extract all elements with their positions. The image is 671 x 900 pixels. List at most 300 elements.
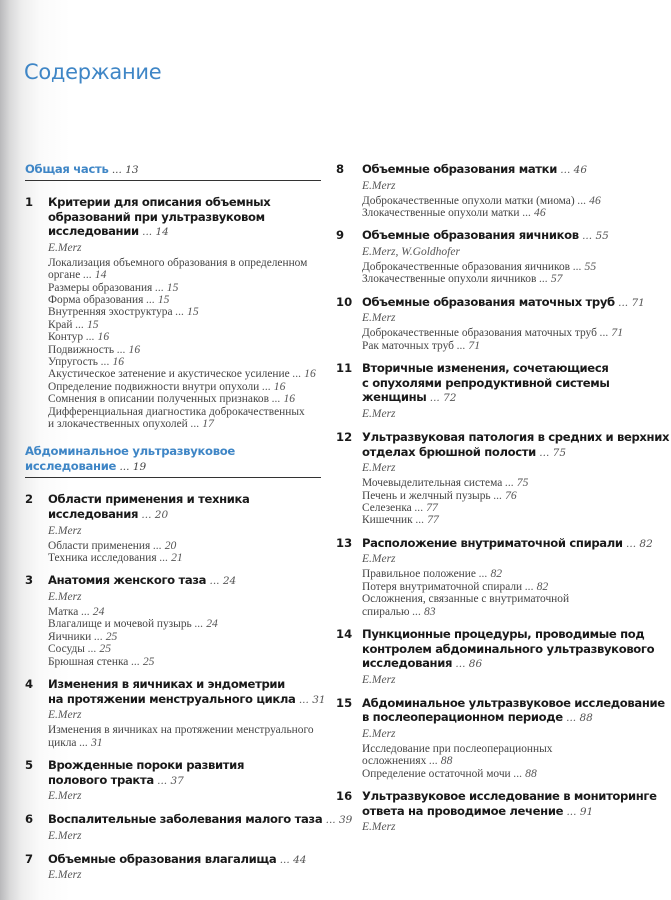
- subitem-line: [362, 593, 646, 605]
- toc-chapter: [25, 852, 321, 883]
- chapter-author: E.Merz: [48, 829, 82, 842]
- ellipsis: ...: [522, 579, 537, 593]
- page-number: [570, 260, 596, 273]
- page-number: [276, 854, 306, 866]
- subitem-line: [362, 195, 646, 207]
- chapter-number: 11: [336, 361, 353, 376]
- toc-chapter: [336, 695, 665, 780]
- toc-section-heading[interactable]: [25, 162, 321, 181]
- chapter-title-link[interactable]: [362, 228, 646, 244]
- page-number-value: 16: [112, 355, 125, 369]
- chapter-title-line: [48, 573, 321, 589]
- chapter-title-link[interactable]: [48, 852, 321, 868]
- ellipsis: ...: [409, 604, 424, 618]
- toc-chapter: [336, 789, 657, 834]
- chapter-number: 6: [25, 812, 34, 827]
- chapter-author: E.Merz: [362, 312, 396, 325]
- chapter-title-line: [48, 210, 321, 225]
- chapter-title-link[interactable]: [362, 430, 670, 460]
- chapter-author: E.Merz: [48, 591, 82, 604]
- page-number-value: 39: [339, 814, 353, 827]
- page-number: [128, 655, 154, 668]
- page-number: [410, 605, 436, 618]
- chapter-title-line-text: Воспалительные заболевания малого таза: [48, 812, 323, 827]
- toc-subitem-link[interactable]: [362, 568, 646, 580]
- chapter-title-line-text: Расположение внутриматочной спирали: [362, 535, 623, 550]
- subitem-line: [48, 540, 321, 552]
- chapter-number: 3: [25, 573, 34, 588]
- chapter-title-line-text: Объемные образования матки: [362, 162, 557, 176]
- ellipsis: ...: [411, 501, 427, 514]
- chapter-title-line: [48, 758, 321, 773]
- ellipsis: ...: [153, 774, 171, 787]
- page-number: [597, 326, 623, 339]
- subitem-line-text: Доброкачественные образования яичников: [362, 261, 571, 273]
- subitem-line: [362, 327, 646, 339]
- ellipsis: ...: [91, 629, 106, 643]
- toc-subitem-link[interactable]: [362, 581, 646, 593]
- toc-subitem-link[interactable]: [48, 724, 321, 749]
- chapter-number: 2: [25, 492, 34, 507]
- chapter-title-link[interactable]: [362, 789, 657, 819]
- chapter-author: E.Merz: [48, 869, 82, 882]
- page-number-value: 15: [86, 317, 99, 331]
- page-number-value: 25: [142, 654, 155, 668]
- subitem-line-text: Мочевыделительная система: [362, 477, 503, 490]
- chapter-title-line-text: Критерии для описания объемных: [48, 195, 271, 209]
- page-number: [502, 476, 528, 489]
- page-number: [152, 281, 178, 294]
- ellipsis: ...: [426, 392, 444, 405]
- subitem-line-text: Рак маточных труб: [362, 339, 454, 352]
- chapter-title-line: [362, 228, 646, 244]
- subitem-line-text: Размеры образования: [48, 281, 153, 294]
- page-number-value: 37: [170, 774, 184, 787]
- subitem-line-text: Дифференциальная диагностика доброкачественных: [48, 405, 305, 418]
- chapter-title-link[interactable]: [48, 812, 353, 828]
- ellipsis: ...: [150, 538, 165, 552]
- chapter-author: E.Merz: [362, 179, 396, 192]
- chapter-title-line-text: Абдоминальное ультразвуковое исследование: [362, 695, 665, 710]
- subitem-line-text: Контур: [48, 331, 84, 344]
- subitem-line-text: Подвижность: [48, 343, 115, 356]
- subitem-line: [362, 207, 646, 219]
- chapter-title-line-text: Ультразвуковая патология в средних и верхних: [362, 430, 670, 444]
- page-number: [413, 513, 439, 526]
- page-number: [154, 775, 184, 787]
- chapter-title-link[interactable]: [362, 361, 646, 406]
- toc-chapter: [336, 361, 646, 421]
- page-number: [520, 206, 546, 219]
- subitem-line-text: Определение остаточной мочи: [362, 767, 511, 780]
- subitem-line: [48, 406, 321, 418]
- subitem-line: [362, 273, 646, 285]
- chapter-author: E.Merz: [362, 673, 396, 686]
- page-number-value: 20: [154, 509, 169, 522]
- ellipsis: ...: [191, 617, 207, 631]
- page-number: [91, 630, 117, 643]
- page-number-value: 16: [283, 392, 296, 406]
- ellipsis: ...: [570, 260, 585, 273]
- ellipsis: ...: [276, 853, 294, 866]
- chapter-author: E.Merz: [48, 524, 82, 537]
- chapter-title-line: [362, 390, 646, 406]
- subitem-line-text: Доброкачественные опухоли матки (миома): [362, 194, 575, 207]
- chapter-title-link[interactable]: [362, 295, 646, 311]
- chapter-number: 12: [336, 430, 353, 444]
- subitem-line-text: Печень и желчный пузырь: [362, 489, 491, 502]
- chapter-title-line-text: Объемные образования яичников: [362, 228, 579, 243]
- page-number-value: 15: [166, 280, 179, 294]
- page-number: [188, 417, 214, 430]
- toc-chapter: [336, 162, 646, 219]
- page-number-value: 14: [155, 226, 169, 239]
- chapter-title-line: [48, 492, 321, 507]
- toc-chapter: [336, 228, 646, 285]
- page-number: [78, 605, 104, 618]
- page-number-value: 16: [304, 367, 316, 381]
- page-number-value: 82: [639, 537, 653, 550]
- toc-subitem-link[interactable]: [362, 490, 646, 502]
- page-number: [108, 164, 138, 176]
- subitem-line: [362, 606, 646, 618]
- ellipsis: ...: [206, 575, 223, 588]
- chapter-number: 15: [336, 695, 353, 710]
- page-number-value: 20: [164, 538, 177, 552]
- toc-subitem-link[interactable]: [362, 207, 646, 219]
- section-title-line: [25, 459, 321, 475]
- subitem-line-text: Осложнения, связанные с внутриматочной: [362, 593, 570, 606]
- ellipsis: ...: [172, 305, 188, 319]
- chapter-number: 13: [336, 535, 353, 550]
- ellipsis: ...: [574, 193, 590, 207]
- toc-subitem-link[interactable]: [362, 327, 646, 339]
- page-number-value: 24: [222, 575, 237, 588]
- subitem-line-text: Локализация объемного образования в определенном: [48, 256, 308, 269]
- toc-subitem-link[interactable]: [362, 273, 646, 285]
- subitem-line: [48, 344, 321, 356]
- chapter-title-line-text: в послеоперационном периоде: [362, 710, 563, 725]
- page-number-value: 46: [589, 193, 601, 207]
- subitem-line-text: Брюшная стенка: [48, 655, 129, 668]
- chapter-title-line: [362, 376, 646, 391]
- ellipsis: ...: [80, 268, 95, 282]
- page-number-value: 31: [90, 735, 103, 749]
- page-number: [85, 642, 111, 655]
- ellipsis: ...: [138, 509, 155, 522]
- chapter-title-line: [362, 430, 670, 445]
- ellipsis: ...: [412, 513, 428, 527]
- page-number-value: 72: [443, 392, 457, 405]
- subitem-line-text: Изменения в яичниках на протяжении менструального: [48, 724, 314, 737]
- page-number-value: 76: [505, 488, 517, 502]
- subitem-line: [362, 768, 646, 780]
- page-number-value: 14: [94, 268, 107, 282]
- chapter-title-line-text: Анатомия женского таза: [48, 573, 207, 588]
- page-number: [615, 297, 645, 309]
- ellipsis: ...: [322, 814, 339, 827]
- page-number: [114, 343, 140, 356]
- ellipsis: ...: [128, 654, 143, 668]
- ellipsis: ...: [562, 712, 580, 725]
- toc-chapter: [25, 195, 321, 430]
- ellipsis: ...: [143, 293, 158, 306]
- toc-subitem-link[interactable]: [48, 356, 321, 368]
- toc-subitem-link[interactable]: [48, 257, 321, 282]
- chapter-title-link[interactable]: [48, 195, 321, 240]
- subitem-line: [48, 737, 321, 749]
- page-number-value: 77: [427, 513, 439, 527]
- page-number-value: 88: [579, 712, 593, 725]
- subitem-line: [48, 552, 321, 564]
- page-number-value: 16: [97, 330, 110, 344]
- ellipsis: ...: [563, 805, 580, 818]
- chapter-number: 5: [25, 758, 34, 773]
- toc-subitem-link[interactable]: [48, 656, 321, 668]
- page-number: [72, 318, 98, 331]
- page-number: [206, 575, 236, 587]
- page-number: [412, 501, 438, 514]
- chapter-title-line-text: с опухолями репродуктивной системы: [362, 375, 610, 390]
- page-number-value: 91: [579, 805, 594, 818]
- chapter-title-line: [48, 691, 326, 708]
- toc-subitem-link[interactable]: [362, 502, 646, 514]
- page-number-value: 16: [273, 379, 286, 393]
- page-number: [579, 230, 609, 242]
- page-number: [563, 806, 593, 818]
- toc-subitem-link[interactable]: [48, 643, 321, 655]
- toc-subitem-link[interactable]: [362, 195, 646, 207]
- page-number: [563, 712, 593, 724]
- ellipsis: ...: [475, 567, 491, 581]
- ellipsis: ...: [72, 317, 87, 331]
- ellipsis: ...: [78, 605, 93, 619]
- chapter-title-link[interactable]: [362, 695, 665, 726]
- page-number: [575, 194, 601, 207]
- toc-subitem-link[interactable]: [48, 540, 321, 552]
- page-number-value: 17: [202, 417, 214, 431]
- chapter-title-line-text: Ультразвуковое исследование в мониторинге: [362, 789, 657, 804]
- subitem-line: [362, 755, 646, 767]
- chapter-title-line-text: женщины: [362, 390, 427, 405]
- subitem-line: [48, 282, 321, 294]
- toc-section-heading[interactable]: [25, 444, 321, 478]
- chapter-title-line-text: Вторичные изменения, сочетающиеся: [362, 361, 609, 376]
- toc-subitem-link[interactable]: [362, 768, 646, 780]
- toc-subitem-link[interactable]: [48, 344, 321, 356]
- subitem-line: [48, 656, 321, 668]
- page-number-value: 24: [206, 617, 218, 631]
- page-number: [150, 539, 176, 552]
- chapter-title-link[interactable]: [362, 627, 655, 672]
- page-number-value: 13: [125, 164, 139, 176]
- page-number: [536, 272, 562, 285]
- ellipsis: ...: [108, 164, 126, 176]
- subitem-line-text: Сосуды: [48, 643, 85, 656]
- page-number-value: 44: [293, 853, 307, 866]
- subitem-line: [48, 393, 321, 405]
- chapter-title-link[interactable]: [362, 535, 653, 552]
- toc-subitem-link[interactable]: [48, 393, 321, 405]
- page-number-value: 77: [426, 501, 438, 514]
- ellipsis: ...: [556, 164, 574, 176]
- ellipsis: ...: [187, 417, 203, 431]
- subitem-line-text: Матка: [48, 606, 79, 619]
- chapter-title-line-text: исследования: [48, 507, 139, 522]
- chapter-title-link[interactable]: [48, 492, 321, 522]
- page-number: [491, 489, 517, 502]
- chapter-author: E.Merz: [48, 241, 82, 254]
- page-title: Содержание: [24, 60, 162, 84]
- page-number: [157, 551, 183, 564]
- subitem-line-text: Злокачественные опухоли матки: [362, 207, 520, 219]
- chapter-title-line: [362, 361, 646, 376]
- ellipsis: ...: [76, 735, 91, 749]
- chapter-title-line-text: Изменения в яичниках и эндометрии: [48, 677, 285, 692]
- page-number-value: 55: [595, 230, 609, 243]
- ellipsis: ...: [535, 446, 553, 459]
- ellipsis: ...: [502, 476, 517, 490]
- chapter-title-line: [48, 195, 321, 210]
- toc-chapter: [25, 758, 321, 803]
- chapter-author: E.Merz, W.Goldhofer: [362, 246, 460, 258]
- ellipsis: ...: [536, 272, 551, 286]
- subitem-line-text: Сомнения в описании полученных признаков: [48, 393, 269, 406]
- ellipsis: ...: [116, 461, 133, 474]
- subitem-line-text: органе: [48, 269, 81, 282]
- page-number: [426, 754, 452, 767]
- chapter-title-line-text: исследовании: [48, 224, 139, 239]
- page-number: [98, 355, 124, 368]
- toc-chapter: [336, 430, 670, 527]
- page-number-value: 31: [312, 693, 326, 706]
- subitem-line: [48, 269, 321, 281]
- chapter-number: 14: [336, 627, 353, 642]
- subitem-line: [48, 331, 321, 343]
- toc-subitem-link[interactable]: [48, 552, 321, 564]
- toc-subitem-link[interactable]: [48, 618, 321, 630]
- subitem-line: [362, 568, 646, 580]
- chapter-author: E.Merz: [362, 553, 396, 566]
- page-number-value: 82: [490, 567, 503, 581]
- subitem-line-text: цикла: [48, 736, 77, 749]
- chapter-number: 16: [336, 789, 353, 804]
- page-number: [143, 293, 169, 306]
- toc-chapter: [336, 295, 646, 352]
- chapter-title-line: [362, 295, 646, 311]
- chapter-title-line: [362, 535, 653, 552]
- chapter-author: E.Merz: [362, 821, 396, 834]
- chapter-title-line-text: Пункционные процедуры, проводимые под: [362, 627, 645, 642]
- toc-subitem-link[interactable]: [362, 514, 646, 526]
- chapter-title-line: [362, 789, 657, 804]
- toc-subitem-link[interactable]: [362, 261, 646, 273]
- page-number-value: 55: [584, 260, 597, 273]
- chapter-title-line-text: Объемные образования влагалища: [48, 851, 277, 866]
- chapter-title-line: [362, 445, 646, 461]
- toc-subitem-link[interactable]: [48, 282, 321, 294]
- subitem-line: [48, 418, 321, 430]
- chapter-title-line: [48, 677, 321, 692]
- page-number-value: 71: [611, 326, 623, 340]
- subitem-line: [48, 618, 321, 630]
- ellipsis: ...: [98, 355, 113, 369]
- page-number-value: 15: [157, 293, 170, 306]
- subitem-line: [362, 340, 646, 352]
- chapter-number: 10: [336, 294, 353, 309]
- page-number-value: 25: [105, 629, 118, 643]
- subitem-line-text: Потеря внутриматочной спирали: [362, 580, 523, 593]
- toc-subitem-link[interactable]: [362, 340, 646, 352]
- chapter-number: 8: [336, 162, 345, 176]
- toc-chapter: [25, 492, 321, 564]
- subitem-line-text: Край: [48, 318, 73, 331]
- subitem-line: [362, 514, 646, 526]
- toc-subitem-link[interactable]: [48, 331, 321, 343]
- chapter-author: E.Merz: [362, 408, 396, 420]
- page-number-value: 75: [552, 446, 567, 459]
- chapter-title-line-text: ответа на проводимое лечение: [362, 803, 564, 818]
- chapter-title-line: [48, 507, 321, 523]
- ellipsis: ...: [453, 338, 469, 352]
- toc-subitem-link[interactable]: [362, 593, 646, 618]
- section-title-line: [25, 444, 321, 459]
- subitem-line: [362, 743, 646, 755]
- chapter-title-link[interactable]: [48, 758, 321, 788]
- ellipsis: ...: [596, 326, 612, 340]
- chapter-title-line: [362, 710, 646, 726]
- toc-subitem-link[interactable]: [48, 606, 321, 618]
- chapter-author: E.Merz: [362, 728, 396, 740]
- page-number-value: 19: [132, 461, 147, 474]
- ellipsis: ...: [452, 658, 469, 671]
- page-number: [139, 226, 169, 238]
- toc-chapter: [336, 627, 655, 687]
- subitem-line-text: осложнениях: [362, 755, 427, 768]
- page-number-value: 86: [468, 658, 483, 671]
- page-number: [522, 580, 548, 593]
- page-number: [426, 392, 456, 404]
- page-number-value: 25: [99, 642, 112, 656]
- chapter-title-link[interactable]: [48, 677, 326, 707]
- page-number-value: 83: [424, 604, 436, 618]
- subitem-line-text: Определение подвижности внутри опухоли: [48, 380, 260, 393]
- page-number: [116, 461, 146, 473]
- subitem-line: [362, 261, 646, 273]
- subitem-line-text: и злокачественных опухолей: [48, 418, 188, 431]
- toc-subitem-link[interactable]: [362, 743, 646, 768]
- page-number-value: 71: [468, 338, 481, 352]
- subitem-line-text: Внутренняя эхоструктура: [48, 306, 173, 319]
- chapter-title-link[interactable]: [48, 573, 321, 589]
- ellipsis: ...: [152, 280, 167, 294]
- ellipsis: ...: [84, 642, 100, 656]
- chapter-title-line-text: на протяжении менструального цикла: [48, 691, 296, 706]
- toc-subitem-link[interactable]: [48, 406, 321, 431]
- subitem-line: [48, 356, 321, 368]
- chapter-title-line-text: контролем абдоминального ультразвукового: [362, 641, 655, 656]
- chapter-title-line: [362, 804, 646, 820]
- chapter-number: 9: [336, 228, 345, 243]
- page-number: [511, 767, 537, 780]
- chapter-title-line-text: исследования: [362, 656, 453, 671]
- subitem-line-text: Области применения: [48, 539, 151, 552]
- chapter-author: E.Merz: [48, 709, 82, 722]
- subitem-line-text: Злокачественные опухоли яичников: [362, 273, 537, 286]
- page-number: [192, 617, 218, 630]
- page-number: [623, 538, 653, 550]
- chapter-title-link[interactable]: [362, 162, 646, 178]
